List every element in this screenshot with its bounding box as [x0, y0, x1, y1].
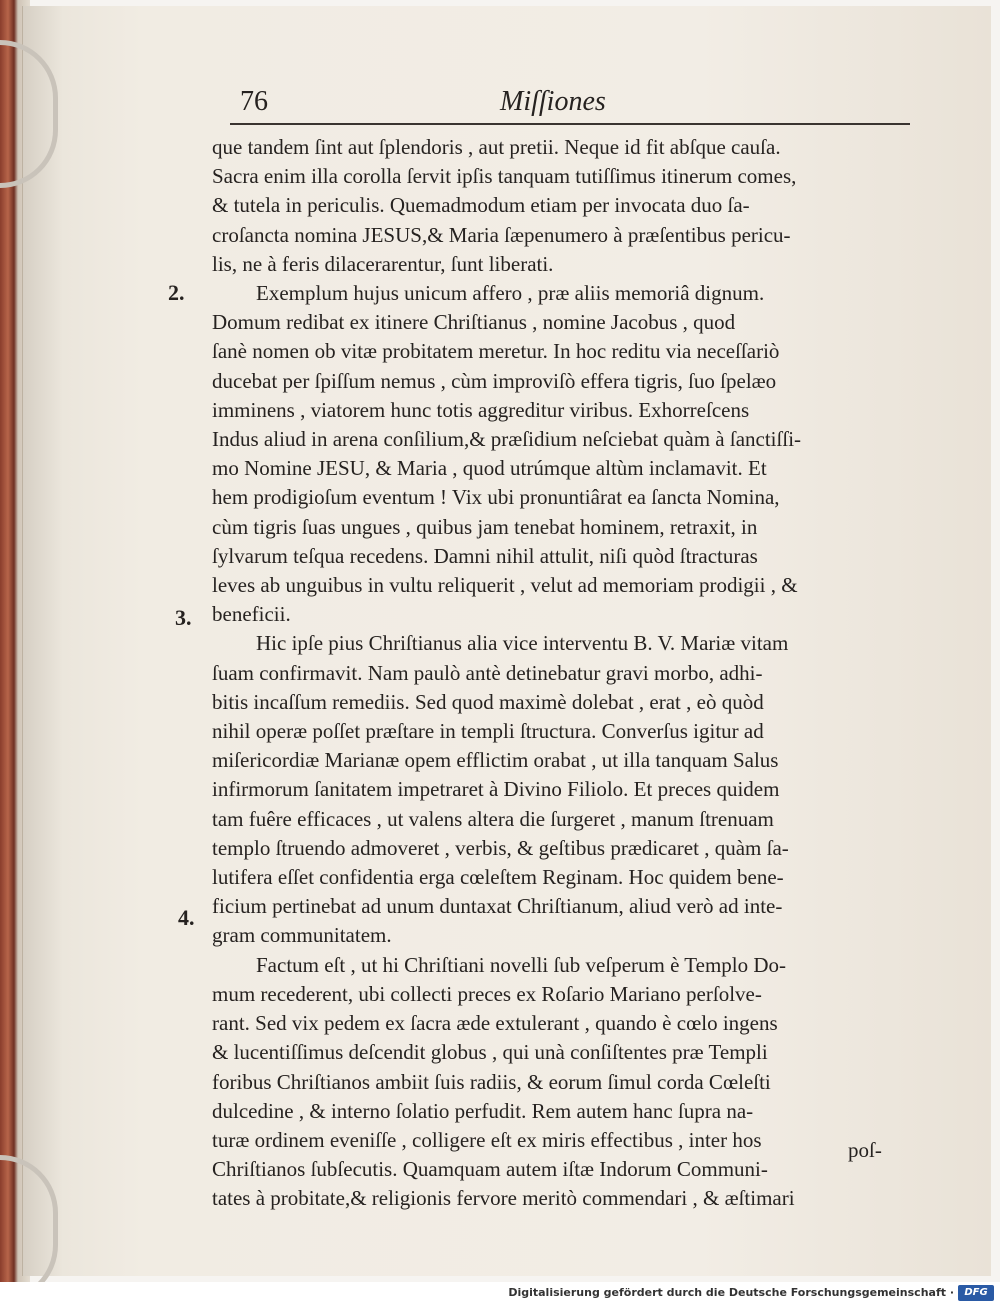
- dfg-logo-icon: DFG: [958, 1285, 994, 1301]
- text-line: leves ab unguibus in vultu reliquerit , velut ad memoriam prodigii , &: [212, 573, 798, 598]
- text-line: mum recederent, ubi collecti preces ex Roſario Mariano perſolve-: [212, 981, 762, 1006]
- text-line: turæ ordinem eveniſſe , colligere eſt ex miris effectibus , inter hos: [212, 1127, 762, 1152]
- paragraph-number: 4.: [178, 905, 195, 930]
- text-line: ſanè nomen ob vitæ probitatem meretur. In hoc reditu via neceſſariò: [212, 339, 780, 364]
- text-line: & lucentiſſimus deſcendit globus , qui unà conſiſtentes præ Templi: [212, 1040, 768, 1065]
- text-line: tam fuêre efficaces , ut valens altera die ſurgeret , manum ſtrenuam: [212, 806, 774, 831]
- text-line: Sacra enim illa corolla ſervit ipſis tanquam tutiſſimus itinerum comes,: [212, 164, 797, 189]
- catchword: poſ-: [848, 1138, 882, 1162]
- paragraph-4: [212, 951, 912, 1214]
- text-line: Exemplum hujus unicum affero , præ aliis memoriâ dignum.: [256, 281, 765, 306]
- running-head: [230, 86, 910, 126]
- text-line: Indus aliud in arena conſilium,& præſidium neſciebat quàm à ſanctiſſi-: [212, 427, 802, 452]
- text-line: ficium pertinebat ad unum duntaxat Chriſtianum, aliud verò ad inte-: [212, 894, 783, 919]
- text-line: ſuam confirmavit. Nam paulò antè detinebatur gravi morbo, adhi-: [212, 660, 763, 685]
- text-line: beneficii.: [212, 602, 291, 627]
- body-text: [212, 133, 912, 1214]
- text-line: lis, ne à feris dilacerarentur, ſunt liberati.: [212, 251, 554, 276]
- text-line: que tandem ſint aut ſplendoris , aut pretii. Neque id fit abſque cauſa.: [212, 135, 781, 159]
- text-line: cùm tigris ſuas ungues , quibus jam tenebat hominem, retraxit, in: [212, 514, 758, 539]
- text-line: Factum eſt , ut hi Chriſtiani novelli ſub veſperum è Templo Do-: [256, 952, 787, 977]
- text-line: gram communitatem.: [212, 923, 392, 948]
- text-line: nihil operæ poſſet præſtare in templi ſtructura. Converſus igitur ad: [212, 719, 764, 744]
- paragraph-2: [212, 279, 912, 629]
- text-line: infirmorum ſanitatem impetraret à Divino Filiolo. Et preces quidem: [212, 777, 780, 802]
- funding-credit: Digitalisierung gefördert durch die Deutsche Forschungsgemeinschaft ·: [508, 1286, 954, 1299]
- text-line: hem prodigioſum eventum ! Vix ubi pronuntiârat ea ſancta Nomina,: [212, 485, 780, 510]
- footer-bar: [0, 1282, 1000, 1305]
- paragraph-continued: [212, 133, 912, 279]
- paragraph-number: 2.: [168, 280, 185, 305]
- text-line: imminens , viatorem hunc totis aggreditur viribus. Exhorreſcens: [212, 397, 750, 422]
- text-line: ſylvarum teſqua recedens. Damni nihil attulit, niſi quòd ſtracturas: [212, 543, 758, 568]
- text-line: Hic ipſe pius Chriſtianus alia vice interventu B. V. Mariæ vitam: [256, 631, 789, 656]
- paragraph-number: 3.: [175, 605, 192, 630]
- header-rule: [230, 123, 910, 125]
- text-line: dulcedine , & interno ſolatio perfudit. Rem autem hanc ſupra na-: [212, 1098, 754, 1123]
- text-line: templo ſtruendo admoveret , verbis, & geſtibus prædicaret , quàm ſa-: [212, 835, 789, 860]
- text-line: & tutela in periculis. Quemadmodum etiam per invocata duo ſa-: [212, 193, 750, 218]
- running-title: Miſſiones: [500, 86, 606, 117]
- text-line: lutifera eſſet confidentia erga cœleſtem Reginam. Hoc quidem bene-: [212, 865, 784, 890]
- text-line: miſericordiæ Marianæ opem efflictim orabat , ut illa tanquam Salus: [212, 748, 779, 773]
- text-line: tates à probitate,& religionis fervore meritò commendari , & æſtimari: [212, 1186, 795, 1211]
- text-line: Chriſtianos ſubſecutis. Quamquam autem iſtæ Indorum Communi-: [212, 1157, 768, 1182]
- text-line: croſancta nomina JESUS,& Maria ſæpenumero à præſentibus pericu-: [212, 222, 791, 247]
- text-line: rant. Sed vix pedem ex ſacra æde extulerant , quando è cœlo ingens: [212, 1011, 778, 1036]
- text-line: foribus Chriſtianos ambiit ſuis radiis, & eorum ſimul corda Cœleſti: [212, 1069, 771, 1094]
- text-line: Domum redibat ex itinere Chriſtianus , nomine Jacobus , quod: [212, 310, 736, 335]
- paragraph-3: [212, 629, 912, 950]
- text-line: bitis incaſſum remediis. Sed quod maximè dolebat , erat , eò quòd: [212, 689, 764, 714]
- text-line: mo Nomine JESU, & Maria , quod utrúmque altùm inclamavit. Et: [212, 456, 767, 481]
- page-number: 76: [240, 86, 268, 117]
- text-line: ducebat per ſpiſſum nemus , cùm improviſò effera tigris, ſuo ſpelæo: [212, 368, 777, 393]
